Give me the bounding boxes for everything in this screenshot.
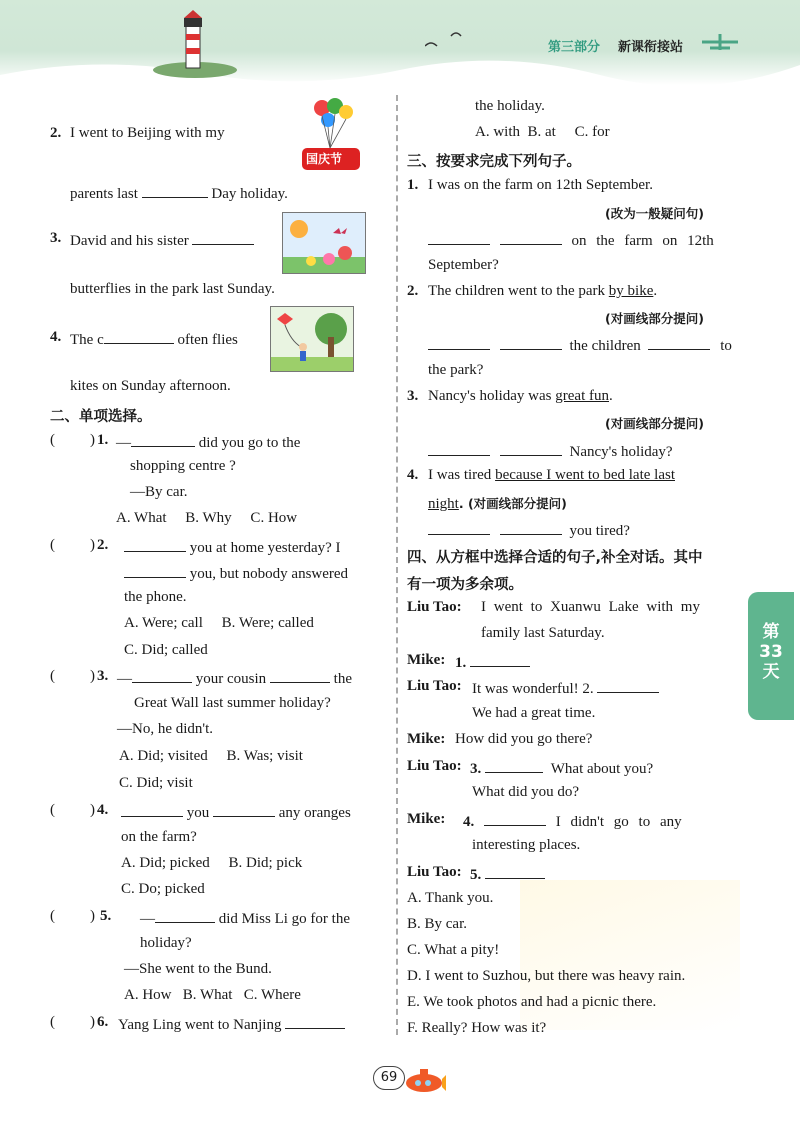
dialog-line-3a <box>472 678 659 698</box>
q2-text-a: parents last <box>70 186 138 202</box>
q4-blank[interactable] <box>104 329 174 344</box>
r4-number: 4. <box>407 467 419 483</box>
column-divider <box>396 95 398 1035</box>
r2-number: 2. <box>407 283 419 299</box>
q4-line1 <box>70 329 238 349</box>
header-deco-icon <box>700 32 740 52</box>
mc1-text: did you go to the <box>198 435 301 451</box>
mc1-line1 <box>116 432 300 452</box>
mc3-line3: —No, he didn't. <box>117 721 214 737</box>
mc3-blank-1[interactable] <box>132 668 192 683</box>
dialog-num-4: 4. <box>463 814 475 830</box>
dialog-speaker-5: Liu Tao: <box>407 758 462 774</box>
mc3-line2: Great Wall last summer holiday? <box>134 695 331 711</box>
r4-instruction: . (对画线部分提问) <box>458 496 567 511</box>
dialog-line-5b: What did you do? <box>472 784 580 800</box>
option-e: E. We took photos and had a picnic there. <box>407 994 657 1010</box>
page-header <box>0 0 800 85</box>
r3-blank-2[interactable] <box>500 441 562 456</box>
mc1-paren-open: ( <box>50 432 55 448</box>
mc2-number: 2. <box>97 537 109 553</box>
page-number: 69 <box>373 1066 405 1090</box>
mc1-blank[interactable] <box>131 432 195 447</box>
mc6-paren-open: ( <box>50 1014 55 1030</box>
mc5-blank[interactable] <box>155 908 215 923</box>
r1-answer-line2: September? <box>428 257 499 273</box>
r2-answer-to: to <box>720 338 732 354</box>
mc5-paren-open: ( <box>50 908 55 924</box>
mc3-line1 <box>117 668 352 688</box>
r2-text-pre: The children went to the park <box>428 283 609 299</box>
mc5-line2: holiday? <box>140 935 192 951</box>
r1-number: 1. <box>407 177 419 193</box>
mc4-options-2: C. Do; picked <box>121 881 205 897</box>
mc4-paren-close: ) <box>90 802 95 818</box>
r4-text-pre: I was tired <box>428 467 496 483</box>
dialog-line-1a: I went to Xuanwu Lake with my <box>481 599 700 615</box>
r2-text-post: . <box>653 283 658 299</box>
q3-number: 3. <box>50 230 62 246</box>
mc1-options: A. What B. Why C. How <box>116 510 298 526</box>
dialog-blank-2[interactable] <box>597 678 659 693</box>
r4-blank-2[interactable] <box>500 520 562 535</box>
r1-blank-1[interactable] <box>428 230 490 245</box>
dialog-blank-1[interactable] <box>470 652 530 667</box>
q4-number: 4. <box>50 329 62 345</box>
section4-title-line1: 四、从方框中选择合适的句子,补全对话。其中 <box>407 550 703 566</box>
option-f: F. Really? How was it? <box>407 1020 547 1036</box>
r2-blank-3[interactable] <box>648 335 710 350</box>
r1-instruction: (改为一般疑问句) <box>605 206 704 221</box>
q3-line2: butterflies in the park last Sunday. <box>70 281 275 297</box>
mc5-options: A. How B. What C. Where <box>124 987 301 1003</box>
mc2-line2 <box>124 563 348 583</box>
r3-sentence <box>428 388 613 405</box>
mc5-line3: —She went to the Bund. <box>124 961 272 977</box>
mc3-blank-2[interactable] <box>270 668 330 683</box>
wave-decoration <box>0 55 800 95</box>
q3-blank[interactable] <box>192 230 254 245</box>
mc2-options-1: A. Were; call B. Were; called <box>124 615 314 631</box>
section3-title: 三、按要求完成下列句子。 <box>407 154 581 170</box>
dialog-num-5: 5. <box>470 867 482 883</box>
mc2-blank-2[interactable] <box>124 563 186 578</box>
mc6-options: A. with B. at C. for <box>475 124 610 140</box>
r3-number: 3. <box>407 388 419 404</box>
r4-underlined-1: because I went to bed late last <box>495 467 675 483</box>
dialog-line-6a <box>463 811 682 831</box>
r3-text-post: . <box>609 388 613 404</box>
mc6-text: Yang Ling went to Nanjing <box>118 1017 282 1033</box>
mc5-text: did Miss Li go for the <box>218 911 350 927</box>
butterfly-park-picture <box>282 212 366 274</box>
mc2-blank-1[interactable] <box>124 537 186 552</box>
r3-answer-line <box>428 441 673 461</box>
dialog-speaker-7: Liu Tao: <box>407 864 462 880</box>
dialog-line-2 <box>455 652 530 672</box>
r1-blank-2[interactable] <box>500 230 562 245</box>
dialog-blank-5[interactable] <box>485 864 545 879</box>
lighthouse-icon <box>150 8 240 78</box>
mc3-text-post: the <box>333 671 352 687</box>
mc5-line1 <box>140 908 350 928</box>
mc4-text-mid: you <box>186 805 210 821</box>
q2-text-b: Day holiday. <box>211 186 288 202</box>
mc5-paren-close: ) <box>90 908 95 924</box>
dialog-line-5a <box>470 758 653 778</box>
mc6-line2: the holiday. <box>475 98 545 114</box>
mc5-number: 5. <box>100 908 112 924</box>
r3-blank-1[interactable] <box>428 441 490 456</box>
mc3-paren-open: ( <box>50 668 55 684</box>
mc1-line2: shopping centre ? <box>130 458 236 474</box>
mc1-paren-close: ) <box>90 432 95 448</box>
dialog-speaker-3: Liu Tao: <box>407 678 462 694</box>
dialog-text-6: I didn't go to any <box>555 814 682 830</box>
r1-answer-line1 <box>428 230 714 250</box>
mc2-text-1: you at home yesterday? I <box>189 540 341 556</box>
mc6-number: 6. <box>97 1014 109 1030</box>
option-d: D. I went to Suzhou, but there was heavy rain. <box>407 968 686 984</box>
dialog-speaker-2: Mike: <box>407 652 446 668</box>
mc4-blank-1[interactable] <box>121 802 183 817</box>
mc3-text-mid: your cousin <box>195 671 267 687</box>
r2-blank-2[interactable] <box>500 335 562 350</box>
r3-instruction: (对画线部分提问) <box>605 416 704 431</box>
r1-sentence: I was on the farm on 12th September. <box>428 177 653 193</box>
q2-line2 <box>70 183 288 203</box>
bird-icon <box>425 28 465 50</box>
mc3-options-1: A. Did; visited B. Was; visit <box>119 748 303 764</box>
option-b: B. By car. <box>407 916 467 932</box>
mc1-number: 1. <box>97 432 109 448</box>
r4-answer-text: you tired? <box>569 523 630 539</box>
mc2-line1 <box>124 537 341 557</box>
option-a: A. Thank you. <box>407 890 494 906</box>
r2-underlined: by bike <box>608 283 654 299</box>
r3-answer-text: Nancy's holiday? <box>569 444 673 460</box>
r2-sentence <box>428 283 657 300</box>
dialog-num-1: 1. <box>455 655 467 671</box>
r2-answer-line2: the park? <box>428 362 484 378</box>
mc4-options-1: A. Did; picked B. Did; pick <box>121 855 303 871</box>
mc6-blank[interactable] <box>285 1014 345 1029</box>
r3-underlined: great fun <box>555 388 609 404</box>
r4-answer-line <box>428 520 630 540</box>
mc4-line1 <box>121 802 351 822</box>
dialog-text-5: What about you? <box>550 761 654 777</box>
mc3-dash: — <box>117 671 132 687</box>
day-tab-line2: 33 <box>759 642 783 662</box>
q2-blank[interactable] <box>142 183 208 198</box>
mc2-line3: the phone. <box>124 589 187 605</box>
mc2-text-2: you, but nobody answered <box>189 566 349 582</box>
r1-answer-text: on the farm on 12th <box>571 233 714 249</box>
day-tab <box>748 592 794 720</box>
header-title: 新课衔接站 <box>618 40 684 55</box>
q4-text-a: The c <box>70 332 104 348</box>
r2-blank-1[interactable] <box>428 335 490 350</box>
mc3-options-2: C. Did; visit <box>119 775 193 791</box>
q4-line2: kites on Sunday afternoon. <box>70 378 231 394</box>
mc4-text-post: any oranges <box>278 805 351 821</box>
national-day-label: 国庆节 <box>306 152 343 166</box>
q3-line1 <box>70 230 254 250</box>
mc2-paren-open: ( <box>50 537 55 553</box>
mc1-dash: — <box>116 435 131 451</box>
dialog-num-3: 3. <box>470 761 482 777</box>
day-tab-line1: 第 <box>762 622 780 642</box>
q2-line1: I went to Beijing with my <box>70 125 225 141</box>
r4-sentence-line1 <box>428 467 675 484</box>
mc4-paren-open: ( <box>50 802 55 818</box>
mc1-line3: —By car. <box>130 484 188 500</box>
dialog-line-1b: family last Saturday. <box>481 625 605 641</box>
dialog-speaker-4: Mike: <box>407 731 446 747</box>
q3-text: David and his sister <box>70 233 189 249</box>
dialog-line-4: How did you go there? <box>455 731 593 747</box>
r2-answer-text: the children <box>569 338 641 354</box>
dialog-blank-4[interactable] <box>484 811 546 826</box>
r4-sentence-line2 <box>428 494 567 513</box>
mc6-line1 <box>118 1014 345 1034</box>
mc6-paren-close: ) <box>90 1014 95 1030</box>
q2-number: 2. <box>50 125 62 141</box>
kite-picture <box>270 306 354 372</box>
dialog-speaker-6: Mike: <box>407 811 446 827</box>
mc4-number: 4. <box>97 802 109 818</box>
mc4-line2: on the farm? <box>121 829 197 845</box>
day-tab-line3: 天 <box>762 662 780 682</box>
option-c: C. What a pity! <box>407 942 500 958</box>
dialog-blank-3[interactable] <box>485 758 543 773</box>
section4-title-line2: 有一项为多余项。 <box>407 577 523 593</box>
r4-blank-1[interactable] <box>428 520 490 535</box>
q4-text-b: often flies <box>177 332 238 348</box>
r2-instruction: (对画线部分提问) <box>605 311 704 326</box>
mc3-paren-close: ) <box>90 668 95 684</box>
mc4-blank-2[interactable] <box>213 802 275 817</box>
header-part: 第三部分 <box>548 40 601 55</box>
dialog-line-6b: interesting places. <box>472 837 581 853</box>
mc5-dash: — <box>140 911 155 927</box>
dialog-text-3: It was wonderful! 2. <box>472 681 594 697</box>
r3-text-pre: Nancy's holiday was <box>428 388 556 404</box>
submarine-icon <box>400 1065 446 1095</box>
mc2-paren-close: ) <box>90 537 95 553</box>
section2-title: 二、单项选择。 <box>50 409 152 425</box>
r2-answer-line1 <box>428 335 732 355</box>
national-day-picture <box>300 98 362 174</box>
dialog-line-3b: We had a great time. <box>472 705 596 721</box>
r4-underlined-2: night <box>428 496 459 512</box>
dialog-speaker-1: Liu Tao: <box>407 599 462 615</box>
mc3-number: 3. <box>97 668 109 684</box>
mc2-options-2: C. Did; called <box>124 642 208 658</box>
